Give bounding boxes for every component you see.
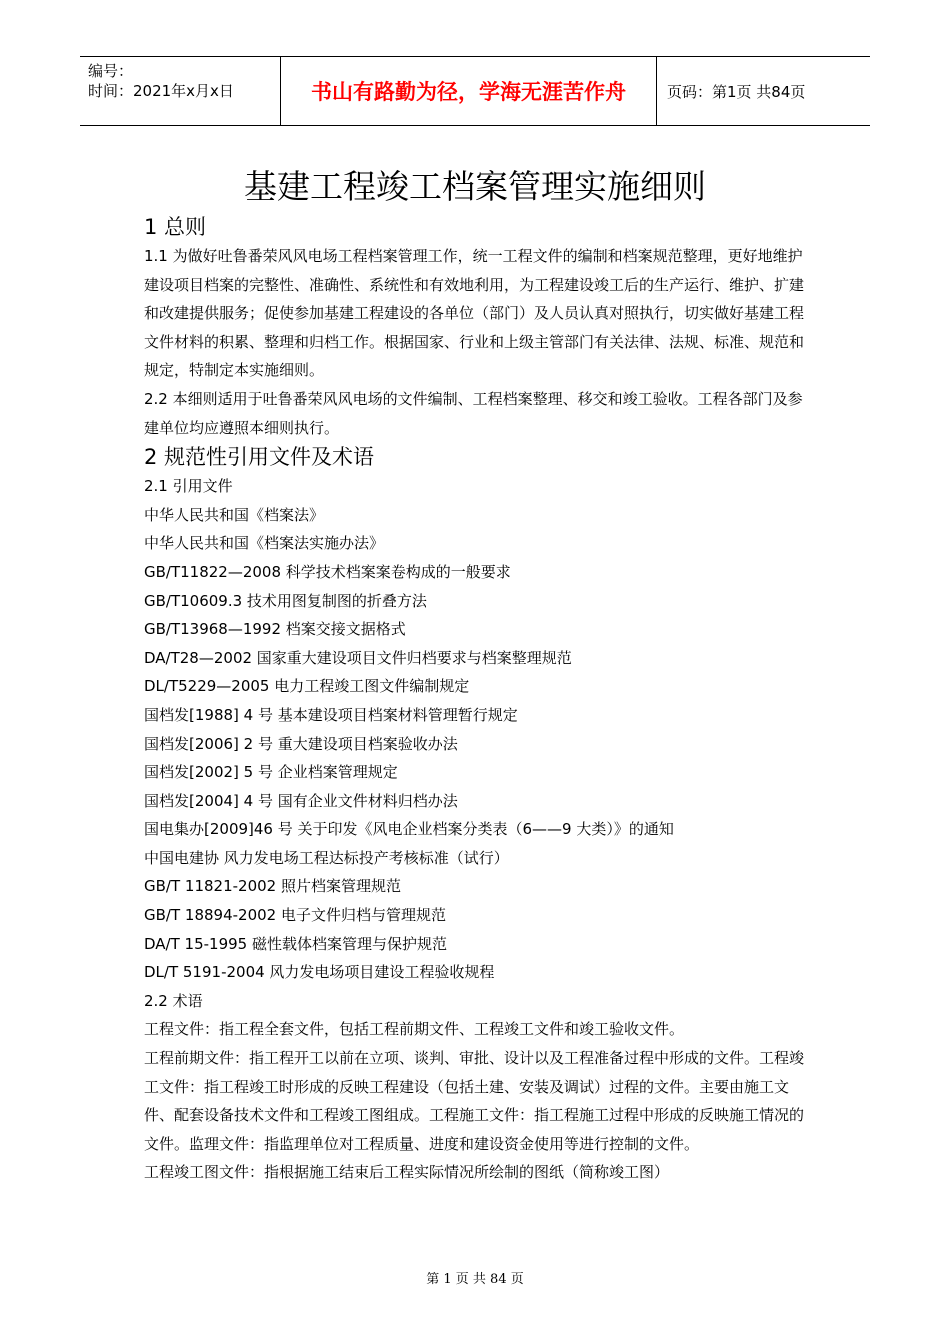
page-footer: 第 1 页 共 84 页 xyxy=(426,1272,524,1287)
paragraph: DL/T5229—2005 电力工程竣工图文件编制规定 xyxy=(144,677,470,696)
document-body xyxy=(144,212,804,1187)
document-title: 基建工程竣工档案管理实施细则 xyxy=(244,167,706,206)
paragraph: 国档发[1988] 4 号 基本建设项目档案材料管理暂行规定 xyxy=(144,705,518,724)
paragraph: 工程文件：指工程全套文件，包括工程前期文件、工程竣工文件和竣工验收文件。 xyxy=(144,1020,685,1039)
paragraph: 1.1 为做好吐鲁番荣风风电场工程档案管理工作，统一工程文件的编制和档案规范整理，更好地维护建设项目档案的完整性、准确性、系统性和有效地利用，为工程建设竣工后的生产运行、维护、扩建和改建提供服务；促使参加基建工程建设的各单位（部门）及人员认真对照执行，切实做好基建工程文件材料的积累、整理和归档工作。根据国家、行业和上级主管部门有关法律、法规、标准、规范和规定，特制定本实施细则。 xyxy=(144,247,805,380)
paragraph: DA/T 15-1995 磁性载体档案管理与保护规范 xyxy=(144,934,447,953)
paragraph: 2.2 术语 xyxy=(144,991,203,1010)
document-time-label: 时间：2021年x月x日 xyxy=(88,82,234,100)
paragraph: 工程前期文件：指工程开工以前在立项、谈判、审批、设计以及工程准备过程中形成的文件。工程竣工文件：指工程竣工时形成的反映工程建设（包括土建、安装及调试）过程的文件。主要由施工文件、配套设备技术文件和工程竣工图组成。工程施工文件：指工程施工过程中形成的反映施工情况的文件。监理文件：指监理单位对工程质量、进度和建设资金使用等进行控制的文件。 xyxy=(144,1049,805,1153)
paragraph: GB/T 11821-2002 照片档案管理规范 xyxy=(144,877,401,896)
header-meta xyxy=(80,57,280,125)
paragraph: 国档发[2006] 2 号 重大建设项目档案验收办法 xyxy=(144,734,458,753)
paragraph: 中华人民共和国《档案法实施办法》 xyxy=(144,534,385,553)
paragraph: 国档发[2004] 4 号 国有企业文件材料归档办法 xyxy=(144,791,458,810)
paragraph: GB/T11822—2008 科学技术档案案卷构成的一般要求 xyxy=(144,562,511,581)
page-header xyxy=(80,56,870,126)
section-heading: 2 规范性引用文件及术语 xyxy=(144,445,375,470)
section-heading: 1 总则 xyxy=(144,215,207,239)
paragraph: 中华人民共和国《档案法》 xyxy=(144,505,325,524)
paragraph: 国档发[2002] 5 号 企业档案管理规定 xyxy=(144,763,398,782)
paragraph: 2.1 引用文件 xyxy=(144,477,233,496)
header-page-info: 页码：第1页 共84页 xyxy=(667,82,806,101)
document-number-label: 编号： xyxy=(88,62,134,80)
paragraph: GB/T13968—1992 档案交接文据格式 xyxy=(144,620,406,639)
header-motto: 书山有路勤为径，学海无涯苦作舟 xyxy=(280,57,657,125)
paragraph: 2.2 本细则适用于吐鲁番荣风风电场的文件编制、工程档案整理、移交和竣工验收。工程各部门及参建单位均应遵照本细则执行。 xyxy=(144,389,803,437)
paragraph: 中国电建协 风力发电场工程达标投产考核标准（试行） xyxy=(144,848,509,867)
paragraph: DA/T28—2002 国家重大建设项目文件归档要求与档案整理规范 xyxy=(144,648,572,667)
paragraph: 工程竣工图文件：指根据施工结束后工程实际情况所绘制的图纸（简称竣工图） xyxy=(144,1163,670,1182)
paragraph: DL/T 5191-2004 风力发电场项目建设工程验收规程 xyxy=(144,963,495,982)
paragraph: GB/T 18894-2002 电子文件归档与管理规范 xyxy=(144,906,446,925)
paragraph: GB/T10609.3 技术用图复制图的折叠方法 xyxy=(144,591,427,610)
paragraph: 国电集办[2009]46 号 关于印发《风电企业档案分类表（6——9 大类）》的通知 xyxy=(144,820,674,839)
